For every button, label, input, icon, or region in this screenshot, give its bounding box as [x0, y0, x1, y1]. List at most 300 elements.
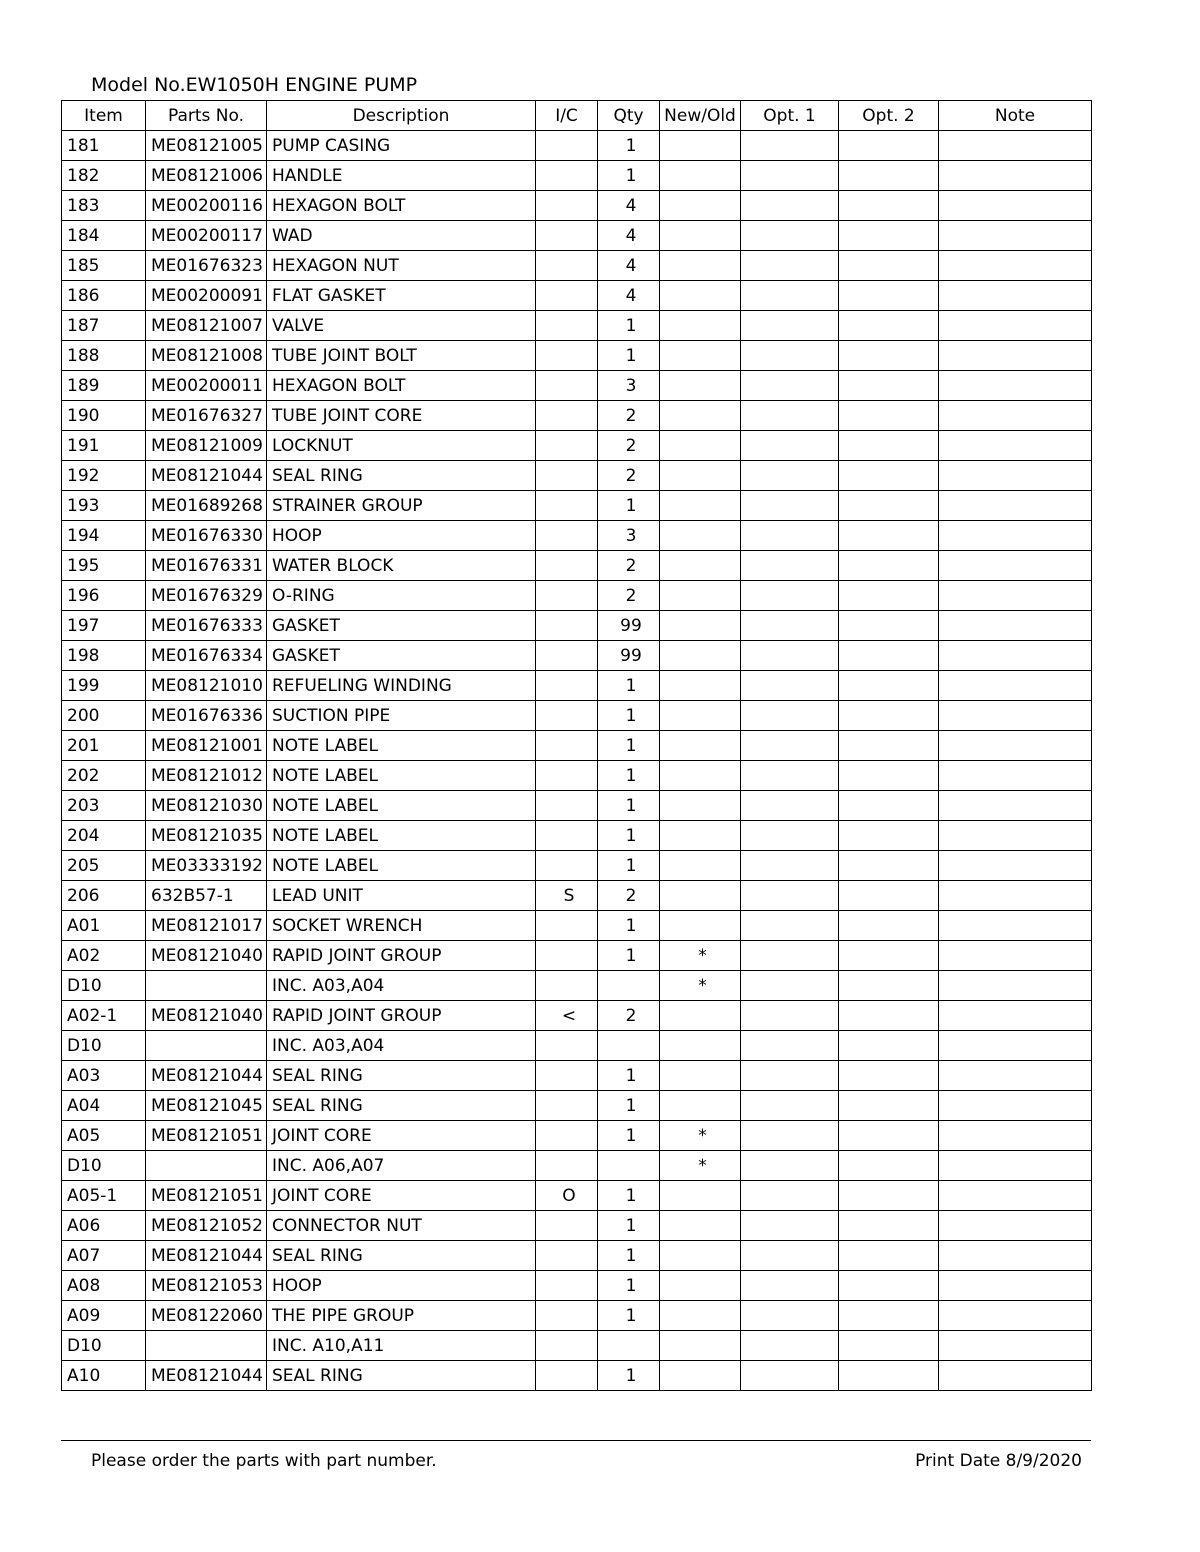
cell-parts-no: ME03333192: [146, 851, 267, 881]
cell-qty: 4: [598, 191, 660, 221]
cell-opt-2: [839, 1331, 939, 1361]
table-row: [62, 461, 1092, 491]
cell-opt-2: [839, 341, 939, 371]
cell-description: NOTE LABEL: [267, 821, 536, 851]
cell-opt-1: [741, 851, 839, 881]
cell-item: 189: [62, 371, 146, 401]
cell-parts-no: ME08121044: [146, 1361, 267, 1391]
cell-ic: [536, 701, 598, 731]
cell-qty: 2: [598, 431, 660, 461]
cell-note: [939, 791, 1092, 821]
table-row: [62, 521, 1092, 551]
cell-description: NOTE LABEL: [267, 761, 536, 791]
cell-opt-2: [839, 611, 939, 641]
parts-table: [61, 100, 1092, 1391]
cell-qty: 1: [598, 1241, 660, 1271]
cell-ic: [536, 1361, 598, 1391]
table-row: [62, 1211, 1092, 1241]
cell-opt-2: [839, 491, 939, 521]
cell-note: [939, 161, 1092, 191]
page-title: Model No.EW1050H ENGINE PUMP: [91, 74, 418, 96]
cell-item: D10: [62, 1331, 146, 1361]
cell-qty: 4: [598, 281, 660, 311]
cell-qty: 2: [598, 881, 660, 911]
cell-new-old: [660, 161, 741, 191]
cell-opt-2: [839, 941, 939, 971]
cell-qty: 1: [598, 791, 660, 821]
cell-opt-1: [741, 251, 839, 281]
cell-note: [939, 1151, 1092, 1181]
cell-qty: [598, 1331, 660, 1361]
cell-note: [939, 701, 1092, 731]
cell-ic: [536, 1331, 598, 1361]
cell-description: SEAL RING: [267, 1361, 536, 1391]
cell-item: 182: [62, 161, 146, 191]
cell-item: 202: [62, 761, 146, 791]
cell-note: [939, 1301, 1092, 1331]
cell-parts-no: ME08121044: [146, 1061, 267, 1091]
cell-ic: [536, 311, 598, 341]
cell-qty: 99: [598, 611, 660, 641]
cell-opt-2: [839, 1061, 939, 1091]
cell-opt-1: [741, 1271, 839, 1301]
cell-description: INC. A03,A04: [267, 1031, 536, 1061]
table-row: [62, 821, 1092, 851]
cell-opt-1: [741, 881, 839, 911]
table-body: [62, 131, 1092, 1391]
cell-opt-1: [741, 1151, 839, 1181]
cell-item: 185: [62, 251, 146, 281]
cell-description: GASKET: [267, 641, 536, 671]
cell-item: 197: [62, 611, 146, 641]
cell-note: [939, 221, 1092, 251]
cell-new-old: [660, 851, 741, 881]
cell-new-old: [660, 731, 741, 761]
cell-parts-no: ME01676334: [146, 641, 267, 671]
cell-description: NOTE LABEL: [267, 731, 536, 761]
cell-opt-1: [741, 1241, 839, 1271]
cell-item: A03: [62, 1061, 146, 1091]
cell-opt-2: [839, 731, 939, 761]
cell-description: SEAL RING: [267, 1241, 536, 1271]
table-row: [62, 1031, 1092, 1061]
cell-opt-2: [839, 881, 939, 911]
table-row: [62, 851, 1092, 881]
cell-item: 192: [62, 461, 146, 491]
cell-parts-no: ME01676323: [146, 251, 267, 281]
cell-ic: [536, 791, 598, 821]
cell-description: WATER BLOCK: [267, 551, 536, 581]
cell-qty: 3: [598, 371, 660, 401]
cell-ic: [536, 461, 598, 491]
table-row: [62, 671, 1092, 701]
cell-opt-2: [839, 1031, 939, 1061]
cell-ic: [536, 671, 598, 701]
cell-note: [939, 731, 1092, 761]
cell-note: [939, 821, 1092, 851]
cell-ic: [536, 1301, 598, 1331]
cell-note: [939, 941, 1092, 971]
cell-description: PUMP CASING: [267, 131, 536, 161]
cell-opt-1: [741, 821, 839, 851]
cell-new-old: [660, 1211, 741, 1241]
cell-item: A09: [62, 1301, 146, 1331]
cell-note: [939, 131, 1092, 161]
cell-description: CONNECTOR NUT: [267, 1211, 536, 1241]
cell-parts-no: ME01689268: [146, 491, 267, 521]
cell-parts-no: ME08121051: [146, 1121, 267, 1151]
header-note: Note: [939, 101, 1092, 131]
cell-parts-no: ME08121009: [146, 431, 267, 461]
cell-parts-no: ME08121007: [146, 311, 267, 341]
cell-item: 184: [62, 221, 146, 251]
cell-opt-1: [741, 401, 839, 431]
cell-new-old: [660, 341, 741, 371]
cell-item: 194: [62, 521, 146, 551]
cell-ic: [536, 581, 598, 611]
cell-description: NOTE LABEL: [267, 791, 536, 821]
cell-opt-1: [741, 941, 839, 971]
cell-note: [939, 191, 1092, 221]
header-description: Description: [267, 101, 536, 131]
cell-ic: [536, 1121, 598, 1151]
cell-parts-no: ME08121051: [146, 1181, 267, 1211]
cell-description: HEXAGON BOLT: [267, 371, 536, 401]
cell-parts-no: ME08121030: [146, 791, 267, 821]
cell-qty: 1: [598, 131, 660, 161]
cell-description: HEXAGON BOLT: [267, 191, 536, 221]
table-row: [62, 1151, 1092, 1181]
cell-note: [939, 401, 1092, 431]
cell-note: [939, 1181, 1092, 1211]
cell-item: A08: [62, 1271, 146, 1301]
cell-description: INC. A03,A04: [267, 971, 536, 1001]
cell-description: JOINT CORE: [267, 1121, 536, 1151]
cell-new-old: [660, 1061, 741, 1091]
cell-qty: 1: [598, 761, 660, 791]
cell-note: [939, 1031, 1092, 1061]
cell-opt-2: [839, 1151, 939, 1181]
cell-opt-2: [839, 671, 939, 701]
cell-qty: 2: [598, 1001, 660, 1031]
cell-opt-2: [839, 761, 939, 791]
cell-opt-1: [741, 731, 839, 761]
table-row: [62, 911, 1092, 941]
cell-opt-1: [741, 161, 839, 191]
cell-opt-1: [741, 221, 839, 251]
cell-opt-2: [839, 581, 939, 611]
cell-qty: 1: [598, 1061, 660, 1091]
cell-note: [939, 641, 1092, 671]
cell-opt-2: [839, 281, 939, 311]
cell-item: A06: [62, 1211, 146, 1241]
table-row: [62, 1181, 1092, 1211]
header-item: Item: [62, 101, 146, 131]
table-row: [62, 221, 1092, 251]
cell-opt-2: [839, 461, 939, 491]
cell-ic: [536, 761, 598, 791]
cell-note: [939, 1211, 1092, 1241]
cell-item: A01: [62, 911, 146, 941]
cell-note: [939, 581, 1092, 611]
cell-description: VALVE: [267, 311, 536, 341]
cell-item: D10: [62, 1031, 146, 1061]
cell-ic: [536, 1211, 598, 1241]
table-row: [62, 281, 1092, 311]
cell-new-old: [660, 911, 741, 941]
cell-qty: 1: [598, 731, 660, 761]
cell-parts-no: ME08121006: [146, 161, 267, 191]
table-row: [62, 701, 1092, 731]
cell-description: SEAL RING: [267, 461, 536, 491]
cell-description: RAPID JOINT GROUP: [267, 1001, 536, 1031]
cell-new-old: *: [660, 1121, 741, 1151]
table-row: [62, 341, 1092, 371]
cell-qty: 3: [598, 521, 660, 551]
cell-parts-no: ME08121044: [146, 1241, 267, 1271]
cell-opt-2: [839, 821, 939, 851]
cell-item: A07: [62, 1241, 146, 1271]
cell-ic: [536, 1061, 598, 1091]
cell-description: SEAL RING: [267, 1091, 536, 1121]
cell-opt-2: [839, 971, 939, 1001]
cell-opt-2: [839, 161, 939, 191]
cell-parts-no: ME00200117: [146, 221, 267, 251]
header-opt-1: Opt. 1: [741, 101, 839, 131]
cell-opt-2: [839, 371, 939, 401]
cell-ic: [536, 1091, 598, 1121]
cell-opt-1: [741, 1331, 839, 1361]
cell-new-old: [660, 311, 741, 341]
table-row: [62, 1121, 1092, 1151]
cell-parts-no: [146, 971, 267, 1001]
table-row: [62, 551, 1092, 581]
header-ic: I/C: [536, 101, 598, 131]
cell-opt-2: [839, 551, 939, 581]
cell-qty: 2: [598, 551, 660, 581]
cell-parts-no: [146, 1031, 267, 1061]
cell-item: A04: [62, 1091, 146, 1121]
cell-parts-no: ME00200116: [146, 191, 267, 221]
cell-opt-2: [839, 1091, 939, 1121]
cell-description: INC. A06,A07: [267, 1151, 536, 1181]
cell-new-old: [660, 491, 741, 521]
cell-opt-2: [839, 1271, 939, 1301]
cell-new-old: [660, 431, 741, 461]
cell-opt-2: [839, 311, 939, 341]
cell-ic: [536, 1271, 598, 1301]
cell-opt-2: [839, 791, 939, 821]
table-row: [62, 761, 1092, 791]
table-row: [62, 611, 1092, 641]
cell-description: SUCTION PIPE: [267, 701, 536, 731]
cell-parts-no: ME01676333: [146, 611, 267, 641]
cell-parts-no: [146, 1331, 267, 1361]
cell-item: 186: [62, 281, 146, 311]
cell-item: 190: [62, 401, 146, 431]
header-new-old: New/Old: [660, 101, 741, 131]
cell-ic: <: [536, 1001, 598, 1031]
cell-parts-no: ME08121017: [146, 911, 267, 941]
cell-parts-no: ME08121010: [146, 671, 267, 701]
cell-description: LOCKNUT: [267, 431, 536, 461]
cell-new-old: [660, 1361, 741, 1391]
cell-item: A02-1: [62, 1001, 146, 1031]
cell-description: HANDLE: [267, 161, 536, 191]
cell-ic: [536, 821, 598, 851]
cell-new-old: [660, 1301, 741, 1331]
cell-item: 188: [62, 341, 146, 371]
cell-new-old: [660, 461, 741, 491]
cell-opt-1: [741, 701, 839, 731]
cell-note: [939, 521, 1092, 551]
cell-qty: [598, 1031, 660, 1061]
cell-qty: 1: [598, 1091, 660, 1121]
cell-description: HOOP: [267, 521, 536, 551]
cell-opt-2: [839, 701, 939, 731]
cell-item: 201: [62, 731, 146, 761]
cell-qty: 1: [598, 1181, 660, 1211]
table-row: [62, 371, 1092, 401]
cell-note: [939, 761, 1092, 791]
cell-qty: 1: [598, 1301, 660, 1331]
cell-new-old: *: [660, 971, 741, 1001]
table-row: [62, 641, 1092, 671]
table-row: [62, 1271, 1092, 1301]
cell-description: RAPID JOINT GROUP: [267, 941, 536, 971]
cell-opt-1: [741, 281, 839, 311]
cell-new-old: [660, 641, 741, 671]
cell-parts-no: ME08121001: [146, 731, 267, 761]
cell-new-old: [660, 1091, 741, 1121]
table-row: [62, 491, 1092, 521]
cell-item: 193: [62, 491, 146, 521]
cell-ic: [536, 431, 598, 461]
cell-description: INC. A10,A11: [267, 1331, 536, 1361]
cell-opt-1: [741, 911, 839, 941]
cell-new-old: [660, 611, 741, 641]
cell-qty: 1: [598, 701, 660, 731]
cell-ic: [536, 341, 598, 371]
cell-new-old: [660, 1031, 741, 1061]
cell-item: 183: [62, 191, 146, 221]
cell-item: 195: [62, 551, 146, 581]
table-row: [62, 161, 1092, 191]
cell-note: [939, 341, 1092, 371]
table-row: [62, 791, 1092, 821]
cell-opt-1: [741, 551, 839, 581]
cell-opt-1: [741, 761, 839, 791]
cell-description: THE PIPE GROUP: [267, 1301, 536, 1331]
cell-new-old: [660, 1001, 741, 1031]
cell-description: SOCKET WRENCH: [267, 911, 536, 941]
cell-new-old: [660, 581, 741, 611]
table-row: [62, 131, 1092, 161]
table-row: [62, 731, 1092, 761]
cell-item: 187: [62, 311, 146, 341]
cell-opt-1: [741, 461, 839, 491]
cell-opt-1: [741, 971, 839, 1001]
cell-parts-no: 632B57-1: [146, 881, 267, 911]
cell-opt-2: [839, 1181, 939, 1211]
cell-opt-1: [741, 521, 839, 551]
cell-opt-2: [839, 1241, 939, 1271]
cell-new-old: [660, 401, 741, 431]
cell-description: HOOP: [267, 1271, 536, 1301]
cell-opt-1: [741, 671, 839, 701]
cell-item: 203: [62, 791, 146, 821]
cell-parts-no: ME08121045: [146, 1091, 267, 1121]
cell-note: [939, 311, 1092, 341]
table-row: [62, 1361, 1092, 1391]
cell-note: [939, 281, 1092, 311]
cell-item: 199: [62, 671, 146, 701]
cell-qty: 1: [598, 311, 660, 341]
cell-qty: 1: [598, 341, 660, 371]
cell-opt-1: [741, 641, 839, 671]
cell-ic: [536, 221, 598, 251]
cell-new-old: [660, 701, 741, 731]
cell-parts-no: [146, 1151, 267, 1181]
cell-opt-2: [839, 221, 939, 251]
cell-opt-1: [741, 1181, 839, 1211]
table-row: [62, 881, 1092, 911]
cell-description: O-RING: [267, 581, 536, 611]
cell-qty: 1: [598, 911, 660, 941]
table-row: [62, 581, 1092, 611]
cell-opt-2: [839, 641, 939, 671]
cell-opt-1: [741, 1211, 839, 1241]
cell-qty: 2: [598, 461, 660, 491]
cell-item: A05-1: [62, 1181, 146, 1211]
cell-note: [939, 491, 1092, 521]
cell-ic: [536, 521, 598, 551]
cell-ic: [536, 491, 598, 521]
cell-parts-no: ME01676336: [146, 701, 267, 731]
cell-opt-2: [839, 1211, 939, 1241]
cell-qty: 2: [598, 581, 660, 611]
cell-note: [939, 971, 1092, 1001]
cell-description: GASKET: [267, 611, 536, 641]
cell-parts-no: ME08122060: [146, 1301, 267, 1331]
cell-opt-1: [741, 431, 839, 461]
cell-qty: 1: [598, 1271, 660, 1301]
cell-opt-1: [741, 371, 839, 401]
cell-qty: 1: [598, 671, 660, 701]
cell-item: 181: [62, 131, 146, 161]
cell-ic: S: [536, 881, 598, 911]
cell-new-old: [660, 521, 741, 551]
cell-item: A10: [62, 1361, 146, 1391]
cell-note: [939, 911, 1092, 941]
cell-description: REFUELING WINDING: [267, 671, 536, 701]
cell-parts-no: ME08121035: [146, 821, 267, 851]
cell-opt-2: [839, 401, 939, 431]
cell-note: [939, 1331, 1092, 1361]
cell-ic: [536, 731, 598, 761]
cell-new-old: *: [660, 941, 741, 971]
table-row: [62, 1001, 1092, 1031]
cell-opt-1: [741, 311, 839, 341]
cell-description: SEAL RING: [267, 1061, 536, 1091]
cell-qty: 1: [598, 491, 660, 521]
cell-parts-no: ME08121012: [146, 761, 267, 791]
header-opt-2: Opt. 2: [839, 101, 939, 131]
cell-new-old: [660, 821, 741, 851]
cell-opt-1: [741, 1031, 839, 1061]
cell-opt-2: [839, 1121, 939, 1151]
cell-opt-1: [741, 611, 839, 641]
